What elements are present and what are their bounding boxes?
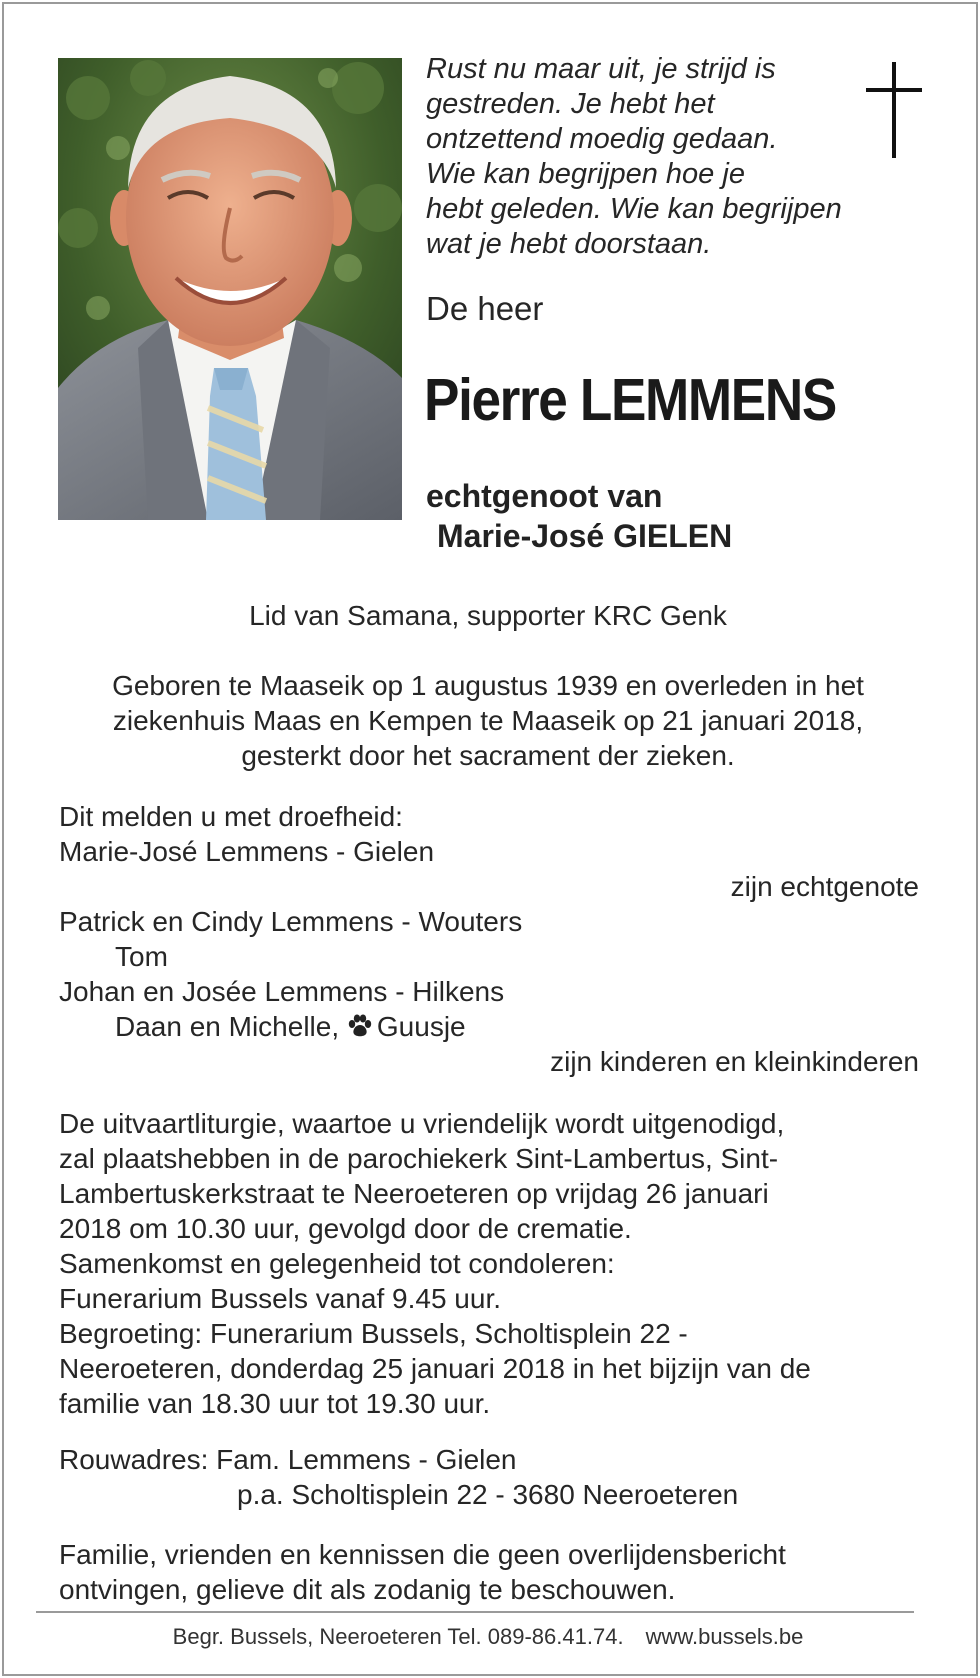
announcers-list (59, 799, 919, 1079)
footer-text: Begr. Bussels, Neeroeteren Tel. 089-86.41.74. (172, 1624, 624, 1649)
spouse-label: echtgenoot van (426, 478, 663, 514)
address-line: Rouwadres: Fam. Lemmens - Gielen (59, 1444, 517, 1475)
paragraph-line: gesterkt door het sacrament der zieken. (241, 740, 735, 771)
spouse-name: Marie-José GIELEN (437, 518, 733, 554)
poem-line: wat je hebt doorstaan. (426, 228, 712, 260)
poem-line: Rust nu maar uit, je strijd is (426, 53, 776, 85)
paragraph-line: Samenkomst en gelegenheid tot condoleren: (59, 1248, 615, 1279)
membership-line: Lid van Samana, supporter KRC Genk (249, 600, 727, 631)
footer (40, 1624, 936, 1650)
closing-paragraph (59, 1537, 919, 1607)
memorial-poem (426, 52, 886, 262)
birth-death-paragraph (40, 668, 936, 773)
footer-divider (36, 1611, 914, 1613)
paragraph-line: De uitvaartliturgie, waartoe u vriendelijk wordt uitgenodigd, (59, 1108, 785, 1139)
announcers-intro: Dit melden u met droefheid: (59, 801, 403, 832)
paragraph-line: Begroeting: Funerarium Bussels, Scholtisplein 22 - (59, 1318, 688, 1349)
paragraph-line: zal plaatshebben in de parochiekerk Sint-Lambertus, Sint- (59, 1143, 779, 1174)
portrait-photo (58, 58, 402, 520)
paragraph-line: familie van 18.30 uur tot 19.30 uur. (59, 1388, 491, 1419)
paragraph-line: Familie, vrienden en kennissen die geen overlijdensbericht (59, 1539, 786, 1570)
address-line: p.a. Scholtisplein 22 - 3680 Neeroeteren (237, 1479, 739, 1510)
paragraph-line: ziekenhuis Maas en Kempen te Maaseik op 21 januari 2018, (112, 705, 864, 736)
poem-line: gestreden. Je hebt het (426, 88, 715, 120)
paragraph-line: Funerarium Bussels vanaf 9.45 uur. (59, 1283, 502, 1314)
announcer-child: Johan en Josée Lemmens - Hilkens (59, 976, 505, 1007)
announcer-child: Patrick en Cindy Lemmens - Wouters (59, 906, 523, 937)
footer-url[interactable]: www.bussels.be (645, 1624, 804, 1649)
ceremony-paragraph (59, 1106, 919, 1421)
announcer-grandchild: Daan en Michelle, Guusje (115, 1011, 466, 1042)
announcer-spouse: Marie-José Lemmens - Gielen (59, 836, 435, 867)
paragraph-line: ontvingen, gelieve dit als zodanig te beschouwen. (59, 1574, 676, 1605)
poem-line: hebt geleden. Wie kan begrijpen (426, 193, 842, 225)
deceased-name: Pierre LEMMENS (424, 367, 836, 433)
paragraph-line: Neeroeteren, donderdag 25 januari 2018 in het bijzijn van de (59, 1353, 811, 1384)
paw-print-icon (347, 1014, 373, 1038)
poem-line: Wie kan begrijpen hoe je (426, 158, 745, 190)
spouse-role: zijn echtgenote (730, 871, 919, 902)
announcer-grandchild: Tom (115, 941, 168, 972)
salutation: De heer (426, 290, 544, 327)
paragraph-line: Lambertuskerkstraat te Neeroeteren op vrijdag 26 januari (59, 1178, 769, 1209)
children-role: zijn kinderen en kleinkinderen (550, 1046, 919, 1077)
paragraph-line: 2018 om 10.30 uur, gevolgd door de crematie. (59, 1213, 632, 1244)
latin-cross-icon (866, 62, 922, 158)
paragraph-line: Geboren te Maaseik op 1 augustus 1939 en overleden in het (112, 670, 864, 701)
poem-line: ontzettend moedig gedaan. (426, 123, 778, 155)
mourning-address (59, 1442, 919, 1512)
